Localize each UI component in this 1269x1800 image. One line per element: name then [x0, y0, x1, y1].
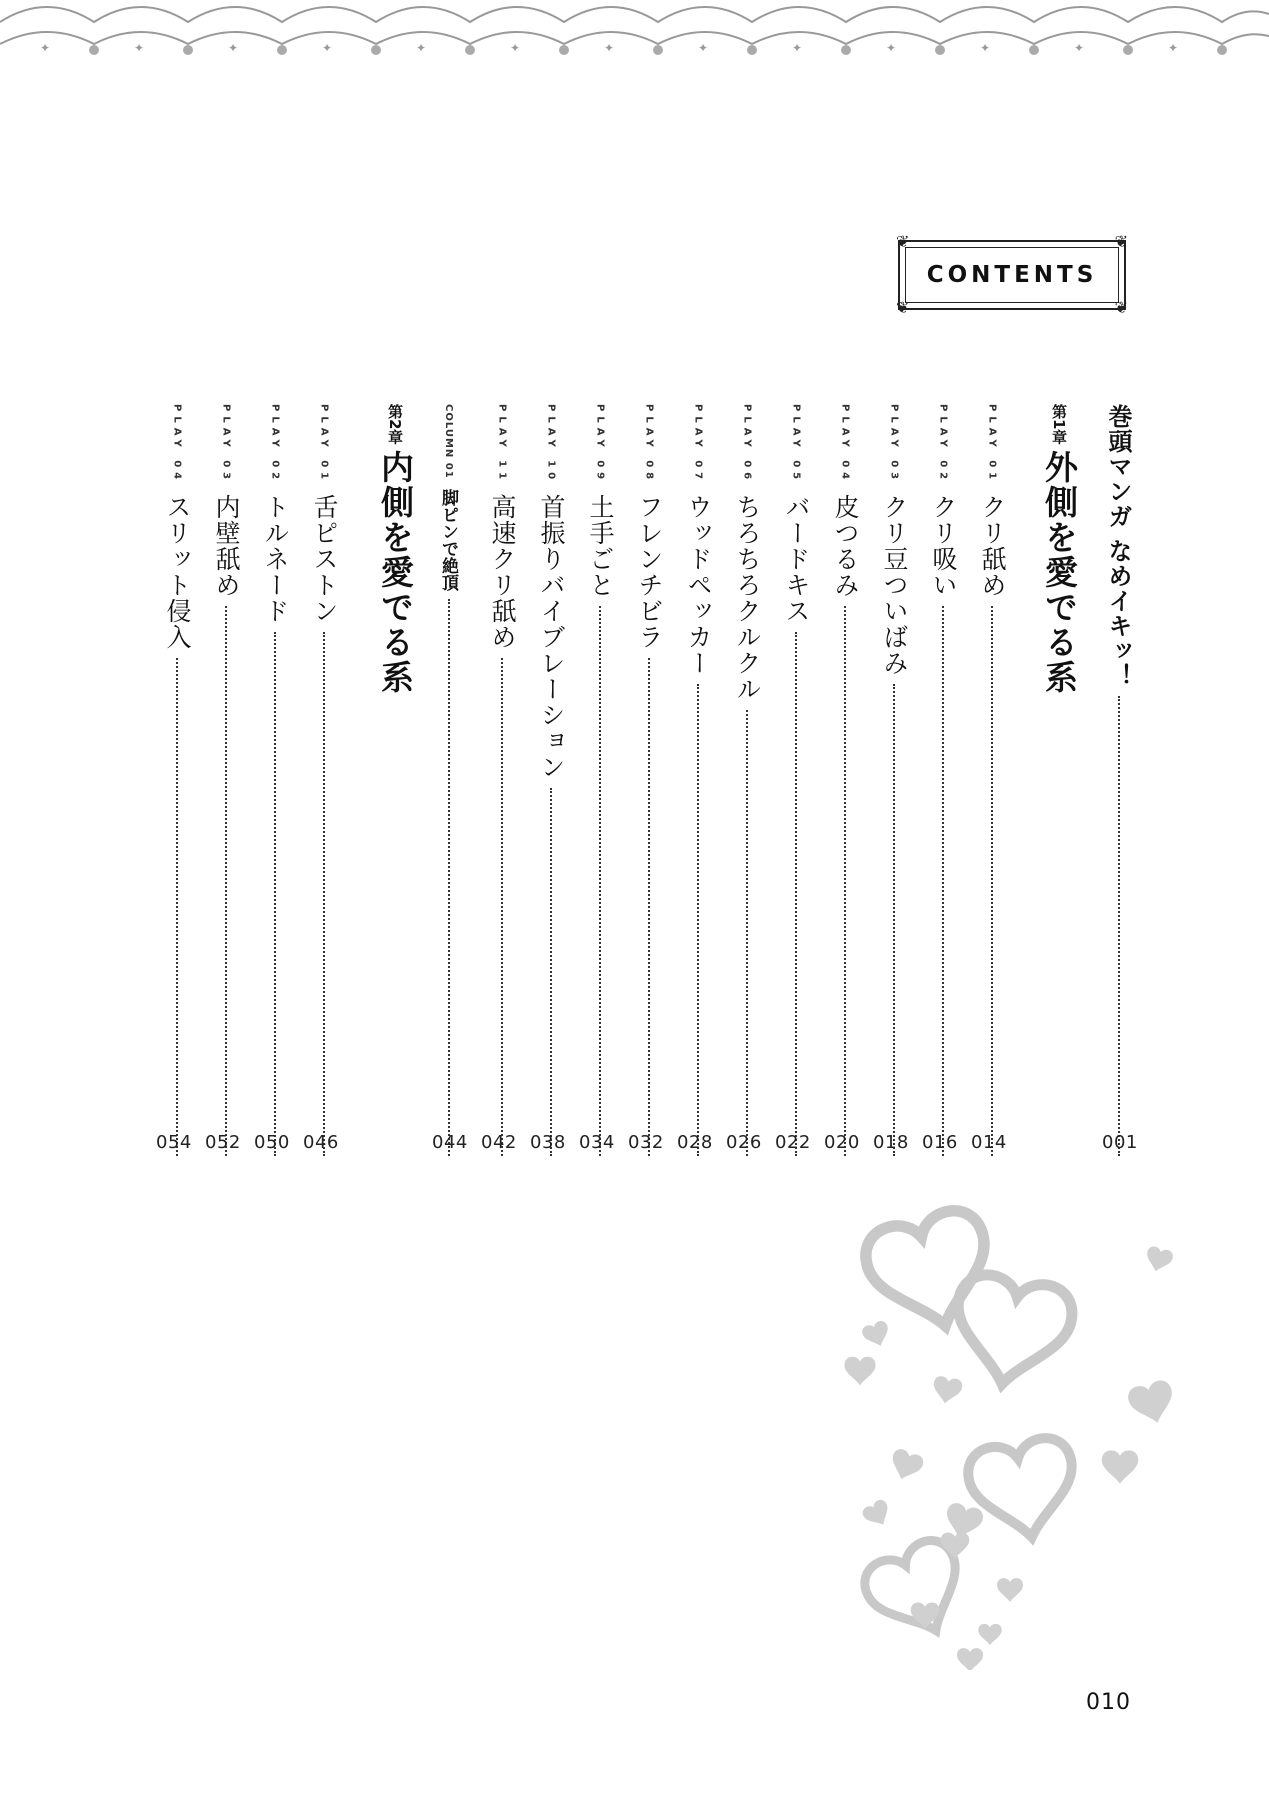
svg-text:✦: ✦ — [322, 41, 333, 55]
entry-title: 内壁舐め — [212, 494, 241, 599]
entry-title: 首振りバイブレーション — [537, 494, 566, 781]
svg-text:✦: ✦ — [886, 41, 897, 55]
lace-border — [0, 0, 1269, 80]
entry-title: クリ豆ついばみ — [880, 494, 909, 677]
svg-text:✦: ✦ — [134, 41, 145, 55]
entry-page: 034 — [579, 1132, 615, 1153]
play-label: PLAY 04 — [839, 404, 851, 485]
chapter-1-number: 第1章 — [1050, 404, 1068, 445]
toc-entry[interactable] — [582, 404, 618, 1160]
toc-entry-intro[interactable] — [1101, 404, 1136, 1160]
toc-entry[interactable] — [778, 404, 814, 1160]
entry-title: 高速クリ舐め — [488, 494, 517, 651]
entry-title: ちろちろクルクル — [733, 494, 762, 703]
toc-entry[interactable] — [876, 404, 912, 1160]
hearts-decoration-icon — [820, 1190, 1180, 1670]
dot-leader — [274, 632, 276, 1156]
chapter-1-heading — [1036, 404, 1083, 744]
dot-leader — [225, 606, 227, 1156]
play-label: PLAY 10 — [545, 404, 557, 485]
entry-page: 022 — [775, 1132, 811, 1153]
toc-entry-column[interactable] — [436, 404, 461, 1160]
toc-entry[interactable] — [827, 404, 863, 1160]
dot-leader — [448, 599, 450, 1156]
dot-leader — [991, 606, 993, 1156]
play-label: PLAY 02 — [269, 404, 281, 485]
dot-leader — [746, 710, 748, 1156]
entry-page: 018 — [873, 1132, 909, 1153]
svg-text:✦: ✦ — [228, 41, 239, 55]
entry-page: 014 — [971, 1132, 1007, 1153]
svg-text:✦: ✦ — [1074, 41, 1085, 55]
column-label: COLUMN 01 — [443, 404, 454, 479]
entry-page: 052 — [205, 1132, 241, 1153]
svg-text:✦: ✦ — [792, 41, 803, 55]
svg-text:✦: ✦ — [1168, 41, 1179, 55]
toc-entry[interactable] — [533, 404, 569, 1160]
toc-entry[interactable] — [631, 404, 667, 1160]
play-label: PLAY 04 — [171, 404, 183, 485]
svg-text:✦: ✦ — [980, 41, 991, 55]
entry-page: 054 — [156, 1132, 192, 1153]
intro-title: 巻頭マンガ なめイキッ！ — [1104, 404, 1132, 689]
entry-page: 046 — [303, 1132, 339, 1153]
svg-text:✦: ✦ — [604, 41, 615, 55]
dot-leader — [844, 606, 846, 1156]
toc-entry[interactable] — [729, 404, 765, 1160]
contents-title: CONTENTS — [926, 262, 1098, 288]
dot-leader — [697, 684, 699, 1156]
dot-leader — [942, 606, 944, 1156]
play-label: PLAY 09 — [594, 404, 606, 485]
corner-flourish-icon: ❦ — [1114, 232, 1128, 251]
play-label: PLAY 03 — [220, 404, 232, 485]
svg-text:✦: ✦ — [40, 41, 51, 55]
entry-page: 028 — [677, 1132, 713, 1153]
toc-entry[interactable] — [257, 404, 293, 1160]
chapter-1-title: 外側を愛でる系 — [1040, 450, 1079, 696]
entry-title: スリット侵入 — [163, 494, 192, 651]
entry-page: 042 — [481, 1132, 517, 1153]
play-label: PLAY 07 — [692, 404, 704, 485]
toc-entry[interactable] — [680, 404, 716, 1160]
toc-entry[interactable] — [159, 404, 195, 1160]
corner-flourish-icon: ❦ — [896, 298, 910, 317]
entry-title: 皮つるみ — [831, 494, 860, 599]
toc-entry[interactable] — [208, 404, 244, 1160]
column-title: 脚ピンで絶頂 — [438, 488, 458, 591]
dot-leader — [1118, 696, 1120, 1156]
svg-text:✦: ✦ — [698, 41, 709, 55]
entry-page: 038 — [530, 1132, 566, 1153]
entry-page: 032 — [628, 1132, 664, 1153]
play-label: PLAY 11 — [496, 404, 508, 485]
chapter-2-number: 第2章 — [386, 404, 404, 445]
entry-title: トルネード — [261, 494, 290, 625]
entry-title: クリ舐め — [978, 494, 1007, 599]
contents-title-box — [896, 232, 1128, 317]
entry-title: 舌ピストン — [310, 494, 339, 625]
entry-page: 020 — [824, 1132, 860, 1153]
page-number: 010 — [1086, 1690, 1131, 1715]
entry-page: 016 — [922, 1132, 958, 1153]
entry-title: フレンチビラ — [635, 494, 664, 651]
dot-leader — [893, 684, 895, 1156]
svg-text:✦: ✦ — [416, 41, 427, 55]
toc-entry[interactable] — [484, 404, 520, 1160]
dot-leader — [176, 658, 178, 1156]
toc-entry[interactable] — [925, 404, 961, 1160]
entry-title: 土手ごと — [586, 494, 615, 599]
play-label: PLAY 06 — [741, 404, 753, 485]
entry-page: 026 — [726, 1132, 762, 1153]
intro-page: 001 — [1102, 1132, 1138, 1153]
play-label: PLAY 01 — [986, 404, 998, 485]
chapter-2-title: 内側を愛でる系 — [376, 450, 415, 696]
entry-title: ウッドペッカー — [684, 494, 713, 677]
entry-title: バードキス — [782, 494, 811, 625]
corner-flourish-icon: ❦ — [1114, 298, 1128, 317]
corner-flourish-icon: ❦ — [896, 232, 910, 251]
play-label: PLAY 08 — [643, 404, 655, 485]
dot-leader — [648, 658, 650, 1156]
entry-title: クリ吸い — [929, 494, 958, 599]
svg-text:✦: ✦ — [510, 41, 521, 55]
dot-leader — [501, 658, 503, 1156]
dot-leader — [323, 632, 325, 1156]
dot-leader — [550, 788, 552, 1156]
toc-entry[interactable] — [974, 404, 1010, 1160]
play-label: PLAY 01 — [318, 404, 330, 485]
play-label: PLAY 05 — [790, 404, 802, 485]
play-label: PLAY 03 — [888, 404, 900, 485]
entry-page: 050 — [254, 1132, 290, 1153]
play-label: PLAY 02 — [937, 404, 949, 485]
dot-leader — [795, 632, 797, 1156]
dot-leader — [599, 606, 601, 1156]
chapter-2-heading — [372, 404, 419, 744]
column-page: 044 — [432, 1132, 468, 1153]
toc-entry[interactable] — [306, 404, 342, 1160]
